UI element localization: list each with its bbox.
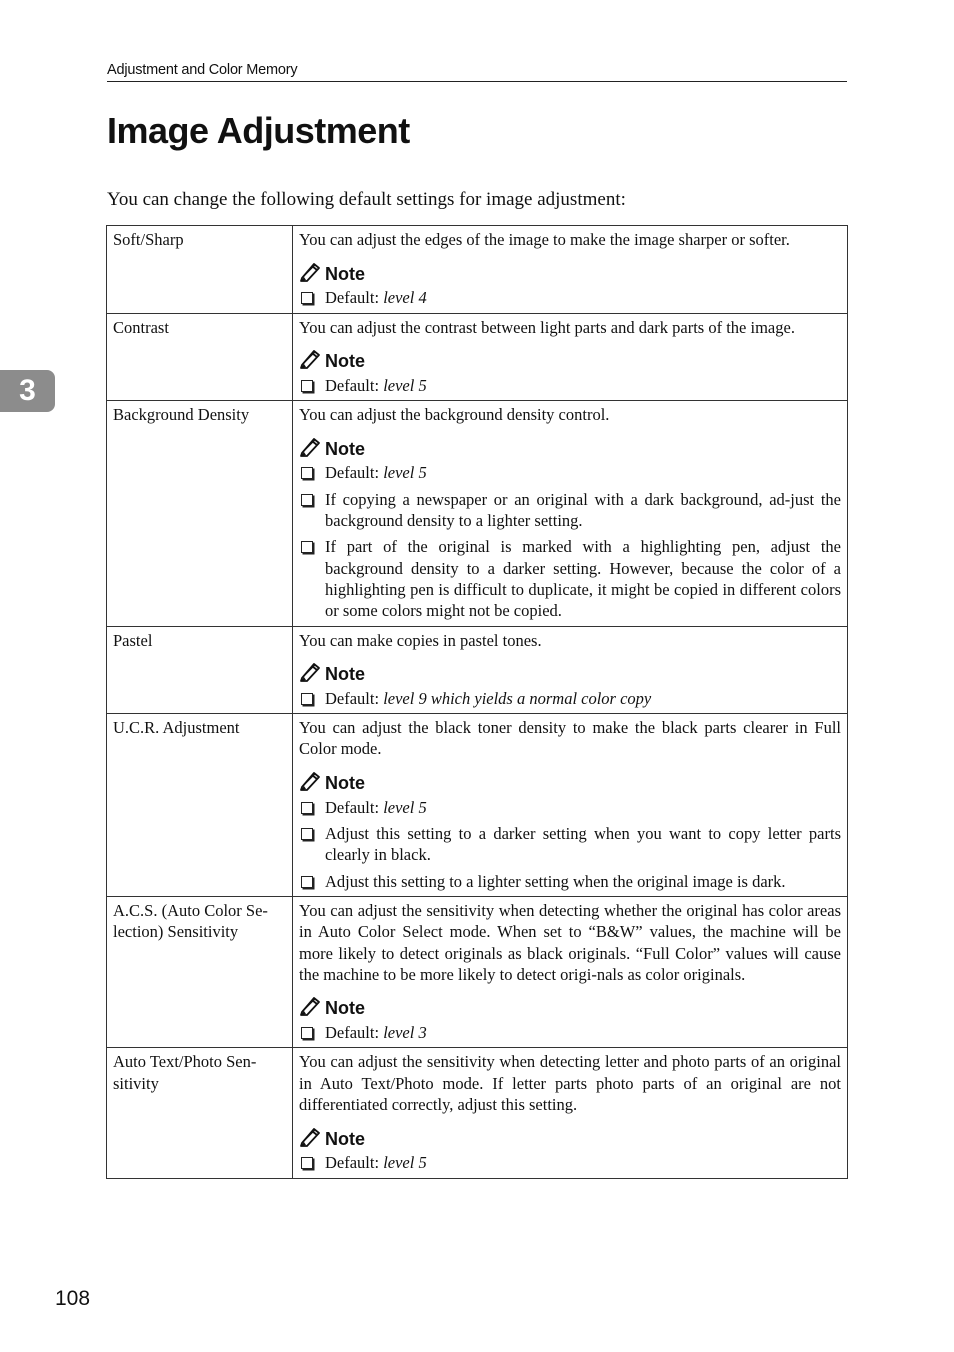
note-label: Note <box>325 998 365 1019</box>
note-value: level 4 <box>383 288 427 308</box>
note-item <box>299 375 841 396</box>
checkbox-bullet-icon <box>301 1027 313 1039</box>
table-row <box>107 896 848 1047</box>
note-item <box>299 1152 841 1173</box>
note-value: level 5 <box>383 463 427 483</box>
checkbox-bullet-icon <box>301 876 313 888</box>
running-header: Adjustment and Color Memory <box>107 60 847 82</box>
note-label: Note <box>325 351 365 372</box>
note-label: Note <box>325 664 365 685</box>
note-item <box>299 871 841 892</box>
checkbox-bullet-icon <box>301 802 313 814</box>
setting-description: You can adjust the background density control. <box>299 405 610 425</box>
note-label: Note <box>325 263 365 284</box>
setting-description: You can make copies in pastel tones. <box>299 630 542 650</box>
note-text: Default: <box>325 1153 384 1173</box>
checkbox-bullet-icon <box>301 380 313 392</box>
setting-name: A.C.S. (Auto Color Se-lection) Sensitivity <box>107 896 293 1047</box>
setting-name: Contrast <box>107 313 293 401</box>
pencil-icon <box>299 349 325 374</box>
setting-description: You can adjust the edges of the image to make the image sharper or softer. <box>299 230 790 249</box>
checkbox-bullet-icon <box>301 693 313 705</box>
note-list <box>299 688 841 709</box>
note-text: Default: <box>325 1023 384 1043</box>
pencil-icon <box>299 437 325 462</box>
note-value: level 5 <box>383 797 427 817</box>
page-title: Image Adjustment <box>107 110 410 151</box>
pencil-icon <box>299 662 325 687</box>
note-heading <box>299 1126 841 1152</box>
table-row <box>107 226 848 314</box>
pencil-icon <box>299 1127 325 1152</box>
table-row <box>107 401 848 626</box>
note-item <box>299 462 841 483</box>
checkbox-bullet-icon <box>301 828 313 840</box>
note-text: If part of the original is marked with a highlighting pen, adjust the background density to a darker setting. However, because the color of a highlighting pen is difficult to duplicate, it might be copied in different colors or some colors might not be copied. <box>325 537 841 621</box>
chapter-tab: 3 <box>0 370 55 412</box>
note-heading <box>299 996 841 1022</box>
note-value: level 3 <box>383 1023 427 1043</box>
note-item <box>299 823 841 866</box>
setting-name: U.C.R. Adjustment <box>107 714 293 897</box>
note-list <box>299 375 841 396</box>
note-list <box>299 1022 841 1043</box>
setting-description: You can adjust the sensitivity when detecting whether the original has color areas in Auto Color Select mode. When set to “B&W” values, the machine will be more likely to detect originals as black originals. “Full Color” values will cause the machine to be more likely to detect origi-nals as color originals. <box>299 900 841 984</box>
intro-text: You can change the following default settings for image adjustment: <box>107 189 626 210</box>
pencil-icon <box>299 996 325 1021</box>
note-text: Default: <box>325 288 384 308</box>
note-list <box>299 287 841 308</box>
setting-details <box>293 313 848 401</box>
checkbox-bullet-icon <box>301 467 313 479</box>
table-row <box>107 313 848 401</box>
setting-description: You can adjust the sensitivity when detecting letter and photo parts of an original in Auto Text/Photo mode. If letter parts photo parts of an original are not differentiated correctly, adjust this setting. <box>299 1052 841 1115</box>
note-label: Note <box>325 438 365 459</box>
note-item <box>299 489 841 532</box>
setting-name: Background Density <box>107 401 293 626</box>
settings-table <box>106 225 848 1179</box>
setting-details <box>293 226 848 314</box>
note-value: level 5 <box>383 375 427 395</box>
table-row <box>107 714 848 897</box>
setting-details <box>293 626 848 714</box>
note-value: level 9 which yields a normal color copy <box>383 688 652 708</box>
note-label: Note <box>325 773 365 794</box>
note-text: Adjust this setting to a lighter setting when the original image is dark. <box>325 871 786 891</box>
note-list <box>299 1152 841 1173</box>
note-label: Note <box>325 1128 365 1149</box>
note-heading <box>299 261 841 287</box>
note-item <box>299 688 841 709</box>
note-item <box>299 536 841 621</box>
note-value: level 5 <box>383 1153 427 1173</box>
note-item <box>299 797 841 818</box>
setting-details <box>293 896 848 1047</box>
pencil-icon <box>299 262 325 287</box>
note-text: Adjust this setting to a darker setting when you want to copy letter parts clearly in black. <box>325 824 841 865</box>
note-heading <box>299 662 841 688</box>
note-text: Default: <box>325 688 384 708</box>
table-row <box>107 626 848 714</box>
note-heading <box>299 771 841 797</box>
checkbox-bullet-icon <box>301 1157 313 1169</box>
settings-table-body <box>107 226 848 1179</box>
checkbox-bullet-icon <box>301 494 313 506</box>
pencil-icon <box>299 771 325 796</box>
setting-details <box>293 1048 848 1178</box>
setting-details <box>293 714 848 897</box>
note-item <box>299 1022 841 1043</box>
note-heading <box>299 436 841 462</box>
note-heading <box>299 349 841 375</box>
setting-name: Auto Text/Photo Sen-sitivity <box>107 1048 293 1178</box>
setting-description: You can adjust the black toner density to make the black parts clearer in Full Color mode. <box>299 718 841 759</box>
table-row <box>107 1048 848 1178</box>
note-text: If copying a newspaper or an original with a dark background, ad-just the background density to a lighter setting. <box>325 489 841 531</box>
checkbox-bullet-icon <box>301 292 313 304</box>
setting-name: Soft/Sharp <box>107 226 293 314</box>
note-text: Default: <box>325 797 384 817</box>
setting-description: You can adjust the contrast between light parts and dark parts of the image. <box>299 317 795 337</box>
setting-details <box>293 401 848 626</box>
setting-name: Pastel <box>107 626 293 714</box>
note-list <box>299 797 841 892</box>
checkbox-bullet-icon <box>301 541 313 553</box>
page-number: 108 <box>55 1287 91 1310</box>
note-item <box>299 287 841 308</box>
note-text: Default: <box>325 375 384 395</box>
note-text: Default: <box>325 463 384 483</box>
note-list <box>299 462 841 621</box>
